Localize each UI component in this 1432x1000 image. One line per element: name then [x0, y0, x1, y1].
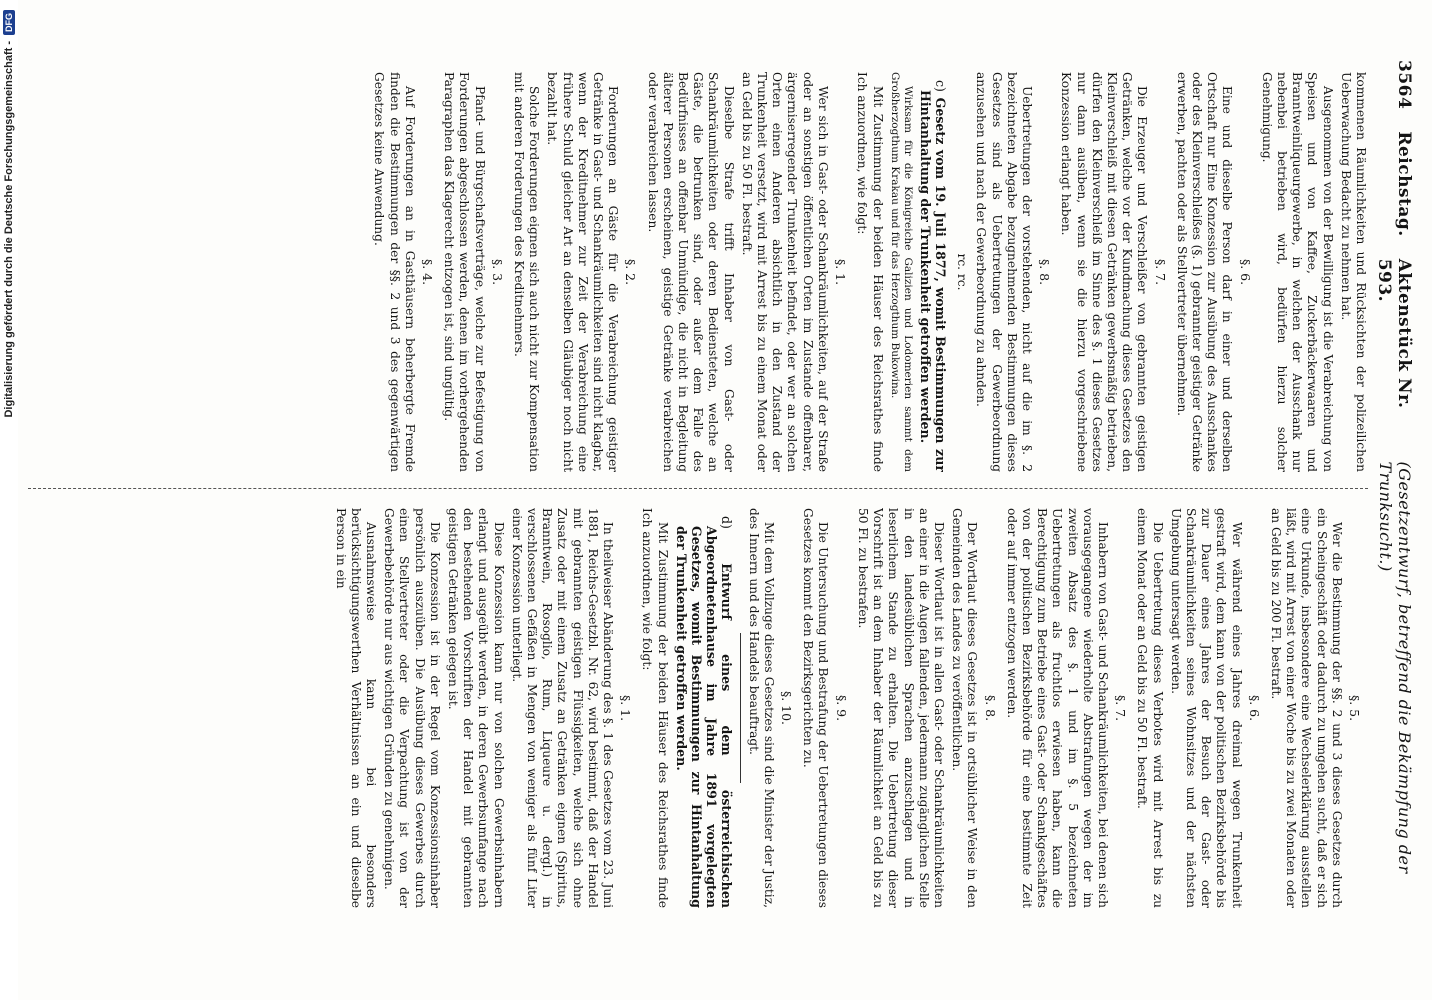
credit-text: Digitalisierung gefördert durch die Deutsche Forschungsgemeinschaft -	[3, 41, 15, 418]
paragraph: Wer während eines Jahres dreimal wegen Trunkenheit gestraft wird, dem kann von der politischen Bezirksbehörde bis zur Dauer eines Jahres der Besuch der Gast- oder Schankräumlichkeiten seines Wohnsitzes und der nächsten Umgebung untersagt werden.	[1168, 508, 1244, 908]
paragraph: Eine und dieselbe Person darf in einer und derselben Ortschaft nur Eine Konzession zur Ausübung des Ausschankes oder des Kleinverschleißes (§. 1) gebrannter geistiger Getränke erwerben, pachten oder als Stellvertreter übernehmen.	[1174, 72, 1235, 472]
section-heading: §. 6.	[1237, 258, 1253, 286]
paragraph: Dieser Wortlaut ist in allen Gast- oder Schankräumlichkeiten an einer in die Augen fallenden, jedermann zugänglichen Stelle in den landesüblichen Sprachen anzuschlagen und in leserlichem Stande zu erhalten. Die Uebertretung dieser Vorschrift ist an dem Inhaber der Räumlichkeit an Geld bis zu 50 Fl. zu bestrafen.	[855, 508, 946, 908]
right-column	[8, 508, 1368, 908]
column-divider	[28, 488, 1368, 489]
section-heading: §. 2.	[623, 258, 639, 286]
section-heading: §. 8.	[982, 694, 998, 722]
document-number: Aktenstück Nr. 593.	[1374, 258, 1414, 409]
paragraph: Mit dem Vollzuge dieses Gesetzes sind die Minister der Justiz, des Innern und des Handels beauftragt.	[746, 508, 776, 908]
paragraph: Diese Konzession kann nur von solchen Gewerbsinhabern erlangt und ausgeübt werden, in deren Gewerbsumfange nach den bestehenden Vorschriften der Handel mit gebrannten geistigen Getränken gelegen ist.	[446, 508, 506, 908]
dfg-logo-badge: DFG	[3, 10, 15, 35]
section-heading: §. 4.	[420, 258, 436, 286]
section-heading: §. 10.	[779, 690, 795, 726]
paragraph: Mit Zustimmung der beiden Häuser des Reichsrathes finde Ich anzuordnen, wie folgt:	[640, 508, 670, 908]
paragraph: Die Konzession ist in der Regel vom Konzessionsinhaber persönlich auszuüben. Die Ausübung dieses Gewerbes durch einen Stellvertreter oder die Verpachtung ist von der Gewerbebehörde nur aus wichtigen Gründen zu genehmigen.	[382, 508, 442, 908]
section-heading: §. 7.	[1152, 258, 1168, 286]
paragraph: Ausnahmsweise kann bei besonders berücksichtigungswerthen Verhältnissen an ein und dieselbe Person in ein	[333, 508, 379, 908]
running-head	[1374, 60, 1414, 940]
paragraph: Die Uebertretung dieses Verbotes wird mit Arrest bis zu einem Monat oder an Geld bis zu 50 Fl. bestraft.	[1135, 508, 1165, 908]
paragraph: Inhabern von Gast- und Schankräumlichkeiten, bei denen sich vorausgegangene wiederholte Abstrafungen wegen der im zweiten Absatz des §. 1 und im §. 5 bezeichneten Uebertretungen als fruchtlos erwiesen haben, kann die Berechtigung zum Betriebe eines Gast- oder Schankgeschäftes von der politischen Bezirksbehörde für eine bestimmte Zeit oder auf immer entzogen werden.	[1004, 508, 1110, 908]
paragraph: Mit Zustimmung der beiden Häuser des Reichsrathes finde Ich anzuordnen, wie folgt:	[855, 72, 885, 472]
paragraph: Dieselbe Strafe trifft Inhaber von Gast- oder Schankräumlichkeiten oder deren Bediensteten, welche an Gäste, die betrunken sind, oder außer dem Falle des Bedürfnisses an offenbar Unmündige, die nicht in Begleitung älterer Personen erscheinen, geistige Getränke verabreichen oder verabreichen lassen.	[645, 72, 736, 472]
law-title: Entwurf eines dem österreichischen Abgeordnetenhause im Jahre 1891 vorgelegten Gesetzes, womit Bestimmungen zur Hintanhaltung der Trunkenheit getroffen werden.	[673, 526, 735, 908]
section-heading: §. 8.	[1037, 258, 1053, 286]
digitization-credit	[0, 0, 18, 1000]
document-subject: (Gesetzentwurf, betreffend die Bekämpfung der Trunksucht.)	[1376, 461, 1414, 874]
paragraph: Forderungen an Gäste für die Verabreichung geistiger Getränke in Gast- und Schankräumlichkeiten sind nicht klagbar, wenn der Kreditnehmer zur Zeit der Verabreichung eine frühere Schuld gleicher Art an denselben Gläubiger noch nicht bezahlt hat.	[545, 72, 621, 472]
paragraph: Wer sich in Gast- oder Schankräumlichkeiten, auf der Straße oder an sonstigen öffentlichen Orten im Zustande offenbarer, ärgerniserregender Trunkenheit befindet, oder wer an solchen Orten einen Anderen absichtlich in den Zustand der Trunkenheit versetzt, wird mit Arrest bis zu einem Monat oder an Geld bis zu 50 Fl. bestraft.	[739, 72, 830, 472]
paragraph: In theilweiser Abänderung des §. 1 des Gesetzes vom 23. Juni 1881, Reichs-Gesetzbl. Nr. 62, wird bestimmt, daß der Handel mit gebrannten geistigen Flüssigkeiten, welche sich ohne Zusatz oder mit einem Zusatz an Getränken eignen (Spiritus, Branntwein, Rosoglio, Rum, Liqueure u. dergl.) in verschlossenen Gefäßen in Mengen von weniger als fünf Liter einer Konzession unterliegt.	[509, 508, 616, 908]
paragraph: Uebertretungen der vorstehenden, nicht auf die im §. 2 bezeichneten Abgabe bezugnehmenden Bestimmungen dieses Gesetzes sind als Uebertretungen der Gewerbeordnung anzusehen und nach der Gewerbeordnung zu ahnden.	[974, 72, 1034, 472]
law-heading	[918, 72, 948, 472]
section-heading: §. 9.	[833, 694, 849, 722]
scope-note: Wirksam für die Königreiche Galizien und Lodomerien sammt dem Großherzogthum Krakau und für das Herzogthum Bukowina.	[888, 72, 914, 472]
section-heading: §. 6.	[1246, 694, 1262, 722]
law-title: Gesetz vom 19. Juli 1877, womit Bestimmungen zur Hintanhaltung der Trunkenheit getroffen werden.	[917, 90, 948, 472]
section-heading: §. 3.	[489, 258, 505, 286]
law-heading	[674, 508, 735, 908]
section-heading: §. 7.	[1113, 694, 1129, 722]
paragraph: Pfand- und Bürgschaftsverträge, welche zur Befestigung von Forderungen abgeschlossen werden, denen im vorhergehenden Paragraphen das Klagerecht entzogen ist, sind ungültig.	[442, 72, 487, 472]
law-marker: c)	[932, 80, 948, 92]
section-heading: §. 1.	[833, 258, 849, 286]
law-marker: d)	[719, 516, 735, 529]
publication-title: Reichstag.	[1394, 131, 1414, 237]
etc-marker: rc. rc.	[955, 253, 970, 291]
page-number: 3564	[1394, 60, 1414, 110]
paragraph: Die Untersuchung und Bestrafung der Uebertretungen dieses Gesetzes kommt den Bezirksgerichten zu.	[801, 508, 831, 908]
paragraph: Die Erzeuger und Verschleißer von gebrannten geistigen Getränken, welche vor der Kundmachung dieses Gesetzes den Kleinverschleiß mit diesen Getränken gewerbsmäßig betrieben, dürfen den Kleinverschleiß im Sinne des §. 1 dieses Gesetzes nur dann ausüben, wenn sie die hierzu vorgeschriebene Konzession erlangt haben.	[1059, 72, 1150, 472]
section-heading: §. 5.	[1347, 694, 1362, 722]
paragraph: Ausgenommen von der Bewilligung ist die Verabreichung von Speisen und von Kaffee, Zuckerbäckerwaaren und Branntweinliqueurgewerbe, in welchen der Ausschank nur nebenbei betrieben wird, bedürfen hierzu solcher Genehmigung.	[1259, 72, 1335, 472]
paragraph: Auf Forderungen an in Gasthäusern beherbergte Fremde finden die Bestimmungen der §§. 2 und 3 des gegenwärtigen Gesetzes keine Anwendung.	[372, 72, 417, 472]
paragraph: Wer die Bestimmung der §§. 2 und 3 dieses Gesetzes durch ein Scheingeschäft oder dadurch zu umgehen sucht, daß er sich eine Urkunde, insbesondere eine Wechselerklärung ausstellen läßt, wird mit Arrest von einer Woche bis zu zwei Monaten oder an Geld bis zu 200 Fl. bestraft.	[1268, 508, 1344, 908]
paragraph: Der Wortlaut dieses Gesetzes ist in ortsüblicher Weise in den Gemeinden des Landes zu veröffentlichen.	[950, 508, 980, 908]
section-heading: §. 1.	[618, 694, 634, 722]
section-rule	[740, 633, 741, 783]
left-column	[8, 72, 1368, 472]
paragraph: Solche Forderungen eignen sich auch nicht zur Kompensation mit anderen Forderungen des Kreditnehmers.	[512, 72, 542, 472]
paragraph: kommenen Räumlichkeiten und Rücksichten der polizeilichen Ueberwachung Bedacht zu nehmen hat.	[1338, 72, 1368, 472]
